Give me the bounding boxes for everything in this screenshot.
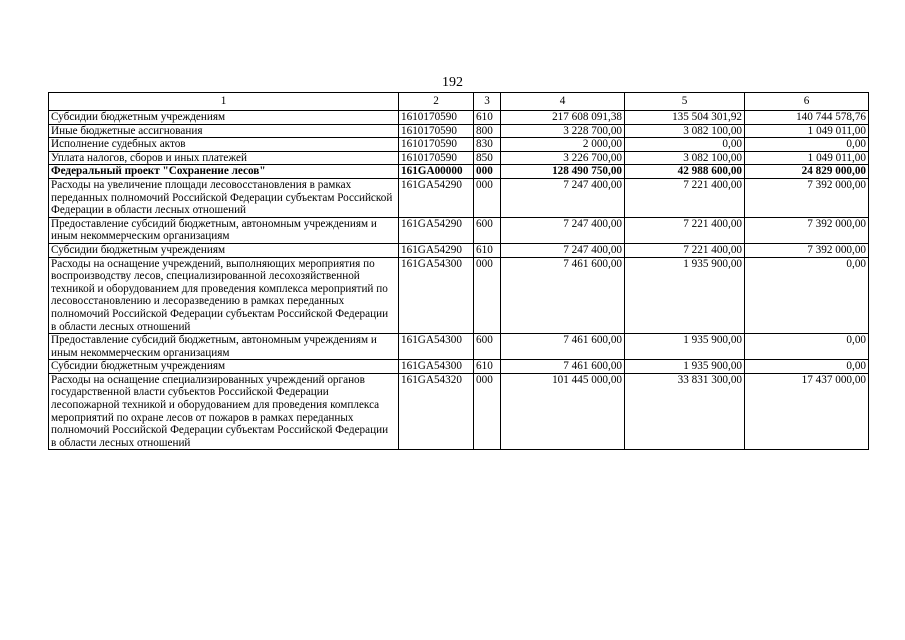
row-expense-type: 610 [474,360,501,374]
row-expense-type: 000 [474,373,501,450]
row-name: Предоставление субсидий бюджетным, автономным учреждениям и иным некоммерческим организациям [49,334,399,360]
row-name: Уплата налогов, сборов и иных платежей [49,151,399,165]
table-row [49,257,869,334]
row-amount-year3: 7 392 000,00 [745,217,869,243]
row-amount-year1: 217 608 091,38 [501,111,625,125]
table-row [49,151,869,165]
row-name: Расходы на оснащение специализированных учреждений органов государственной власти субъектов Российской Федерации лесопожарной техникой и оборудованием для проведения комплекса мероприятий по охране лесов от пожаров в рамках переданных полномочий Российской Федерации субъектам Российской Федерации в области лесных отношений [49,373,399,450]
row-amount-year1: 7 247 400,00 [501,178,625,217]
row-amount-year3: 140 744 578,76 [745,111,869,125]
row-amount-year1: 2 000,00 [501,138,625,152]
row-amount-year2: 3 082 100,00 [625,124,745,138]
header-col-2: 2 [399,93,474,111]
row-target-code: 1610170590 [399,124,474,138]
row-target-code: 161GA54300 [399,360,474,374]
row-name: Расходы на оснащение учреждений, выполняющих мероприятия по воспроизводству лесов, специализированной лесохозяйственной техникой и оборудованием для проведения комплекса мероприятий по лесовосстановлению и лесоразведению в рамках переданных полномочий Российской Федерации субъектам Российской Федерации в области лесных отношений [49,257,399,334]
row-expense-type: 830 [474,138,501,152]
row-amount-year2: 0,00 [625,138,745,152]
table-row [49,124,869,138]
row-amount-year2: 1 935 900,00 [625,360,745,374]
row-name: Федеральный проект "Сохранение лесов" [49,165,399,179]
row-name: Субсидии бюджетным учреждениям [49,360,399,374]
row-name: Иные бюджетные ассигнования [49,124,399,138]
row-expense-type: 610 [474,111,501,125]
row-target-code: 161GA00000 [399,165,474,179]
row-expense-type: 600 [474,217,501,243]
row-amount-year2: 7 221 400,00 [625,217,745,243]
row-expense-type: 600 [474,334,501,360]
header-col-6: 6 [745,93,869,111]
budget-table [48,92,869,450]
row-amount-year3: 0,00 [745,257,869,334]
row-target-code: 161GA54300 [399,334,474,360]
table-row [49,178,869,217]
header-col-3: 3 [474,93,501,111]
row-target-code: 1610170590 [399,138,474,152]
header-col-4: 4 [501,93,625,111]
row-target-code: 1610170590 [399,111,474,125]
table-row [49,243,869,257]
row-amount-year1: 7 247 400,00 [501,217,625,243]
row-name: Субсидии бюджетным учреждениям [49,111,399,125]
row-expense-type: 000 [474,178,501,217]
row-amount-year3: 17 437 000,00 [745,373,869,450]
header-col-1: 1 [49,93,399,111]
table-row [49,111,869,125]
row-expense-type: 800 [474,124,501,138]
row-amount-year2: 42 988 600,00 [625,165,745,179]
row-target-code: 1610170590 [399,151,474,165]
table-header-row [49,93,869,111]
table-row [49,217,869,243]
row-amount-year1: 7 247 400,00 [501,243,625,257]
row-target-code: 161GA54300 [399,257,474,334]
row-amount-year2: 3 082 100,00 [625,151,745,165]
row-name: Предоставление субсидий бюджетным, автономным учреждениям и иным некоммерческим организациям [49,217,399,243]
row-amount-year3: 0,00 [745,360,869,374]
row-name: Расходы на увеличение площади лесовосстановления в рамках переданных полномочий Российской Федерации субъектам Российской Федерации в области лесных отношений [49,178,399,217]
row-amount-year2: 33 831 300,00 [625,373,745,450]
row-expense-type: 610 [474,243,501,257]
row-expense-type: 850 [474,151,501,165]
row-amount-year1: 128 490 750,00 [501,165,625,179]
row-name: Субсидии бюджетным учреждениям [49,243,399,257]
row-amount-year3: 7 392 000,00 [745,178,869,217]
row-amount-year1: 101 445 000,00 [501,373,625,450]
row-amount-year1: 3 226 700,00 [501,151,625,165]
row-amount-year1: 7 461 600,00 [501,360,625,374]
row-amount-year1: 7 461 600,00 [501,334,625,360]
row-expense-type: 000 [474,257,501,334]
page-number: 192 [442,75,463,90]
row-amount-year2: 1 935 900,00 [625,334,745,360]
row-amount-year1: 3 228 700,00 [501,124,625,138]
row-amount-year3: 1 049 011,00 [745,124,869,138]
table-body [49,111,869,450]
row-amount-year2: 135 504 301,92 [625,111,745,125]
row-expense-type: 000 [474,165,501,179]
row-amount-year3: 7 392 000,00 [745,243,869,257]
row-amount-year2: 7 221 400,00 [625,243,745,257]
header-col-5: 5 [625,93,745,111]
row-amount-year1: 7 461 600,00 [501,257,625,334]
row-amount-year2: 7 221 400,00 [625,178,745,217]
row-amount-year3: 24 829 000,00 [745,165,869,179]
table-row [49,360,869,374]
table-row [49,165,869,179]
row-target-code: 161GA54290 [399,243,474,257]
row-amount-year3: 0,00 [745,334,869,360]
table-row [49,334,869,360]
row-target-code: 161GA54290 [399,178,474,217]
row-amount-year3: 1 049 011,00 [745,151,869,165]
row-name: Исполнение судебных актов [49,138,399,152]
row-amount-year3: 0,00 [745,138,869,152]
table-row [49,138,869,152]
row-target-code: 161GA54290 [399,217,474,243]
row-target-code: 161GA54320 [399,373,474,450]
row-amount-year2: 1 935 900,00 [625,257,745,334]
table-row [49,373,869,450]
